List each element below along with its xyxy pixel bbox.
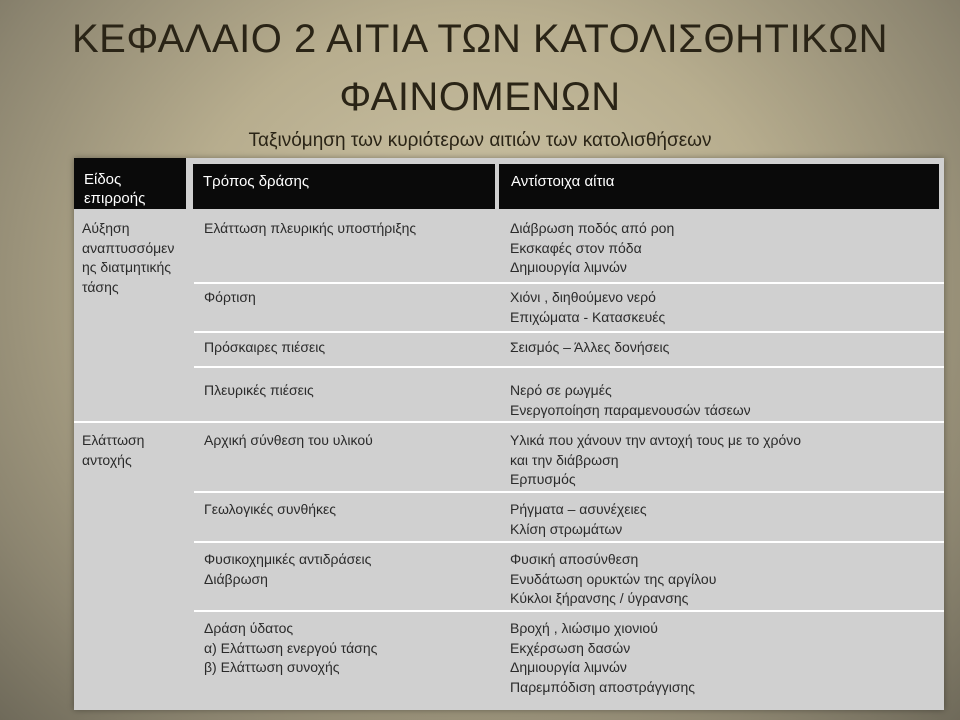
cause-line: Ρήγματα – ασυνέχειες — [510, 501, 647, 517]
cause-line: Νερό σε ρωγμές — [510, 382, 612, 398]
action-mode-line: Πρόσκαιρες πιέσεις — [204, 339, 326, 355]
page-subtitle: Ταξινόμηση των κυριότερων αιτιών των κατολισθήσεων — [248, 130, 712, 151]
influence-type-line: Ελάττωση — [82, 432, 145, 448]
action-mode-line: Φυσικοχημικές αντιδράσεις — [204, 551, 372, 567]
causes-cell — [510, 381, 940, 420]
header-causes-cell — [499, 164, 939, 209]
action-mode-cell — [204, 550, 494, 589]
row-divider — [194, 282, 944, 284]
influence-type-cell — [82, 431, 190, 470]
action-mode-line: Διάβρωση — [204, 570, 268, 587]
action-mode-cell — [204, 219, 494, 239]
action-mode-line: α) Ελάττωση ενεργού τάσης — [204, 639, 378, 656]
action-mode-cell — [204, 288, 494, 308]
action-mode-line: Πλευρικές πιέσεις — [204, 382, 314, 398]
action-mode-cell — [204, 619, 494, 678]
causes-cell — [510, 500, 940, 539]
causes-cell — [510, 550, 940, 609]
cause-line: Κύκλοι ξήρανσης / ύγρανσης — [510, 590, 689, 606]
row-divider — [194, 331, 944, 333]
action-mode-line: Φόρτιση — [204, 289, 256, 305]
cause-line: Παρεμπόδιση αποστράγγισης — [510, 678, 695, 695]
cause-line: Χιόνι , διηθούμενο νερό — [510, 289, 656, 305]
cause-line: Υλικά που χάνουν την αντοχή τους με το χρόνο — [510, 432, 802, 448]
header-type-line: Είδος — [84, 171, 122, 188]
action-mode-cell — [204, 500, 494, 520]
causes-table — [74, 158, 944, 710]
cause-line: Ενυδάτωση ορυκτών της αργίλου — [510, 570, 717, 587]
header-causes-label: Αντίστοιχα αίτια — [511, 173, 615, 190]
influence-type-line: Αύξηση — [82, 220, 130, 236]
header-type-cell — [74, 158, 186, 209]
header-mode-cell — [193, 164, 495, 209]
causes-cell — [510, 288, 940, 327]
cause-line: Δημιουργία λιμνών — [510, 659, 627, 675]
cause-line: Ενεργοποίηση παραμενουσών τάσεων — [510, 401, 751, 418]
cause-line: Σεισμός – Άλλες δονήσεις — [510, 339, 670, 355]
cause-line: Φυσική αποσύνθεση — [510, 551, 639, 567]
cause-line: Εκσκαφές στον πόδα — [510, 239, 642, 256]
group-divider — [74, 421, 944, 423]
causes-cell — [510, 619, 940, 697]
row-divider — [194, 491, 944, 493]
influence-type-line: τάσης — [82, 278, 119, 295]
page-title — [0, 10, 960, 126]
action-mode-line: Αρχική σύνθεση του υλικού — [204, 432, 373, 448]
action-mode-cell — [204, 381, 494, 401]
page-title-line-1: ΚΕΦΑΛΑΙΟ 2 ΑΙΤΙΑ ΤΩΝ ΚΑΤΟΛΙΣΘΗΤΙΚΩΝ — [71, 17, 889, 61]
row-divider — [194, 610, 944, 612]
cause-line: Επιχώματα - Κατασκευές — [510, 308, 666, 325]
causes-cell — [510, 431, 940, 490]
cause-line: Βροχή , λιώσιμο χιονιού — [510, 620, 658, 636]
action-mode-line: β) Ελάττωση συνοχής — [204, 659, 340, 675]
header-mode-label: Τρόπος δράσης — [203, 173, 310, 190]
influence-type-line: αντοχής — [82, 451, 132, 468]
header-type-line: επιρροής — [84, 190, 146, 207]
action-mode-cell — [204, 431, 494, 451]
row-divider — [194, 366, 944, 368]
influence-type-line: ης διατμητικής — [82, 259, 171, 275]
influence-type-cell — [82, 219, 190, 297]
action-mode-cell — [204, 338, 494, 358]
cause-line: και την διάβρωση — [510, 451, 619, 468]
cause-line: Ερπυσμός — [510, 471, 576, 487]
page-title-line-2: ΦΑΙΝΟΜΕΝΩΝ — [339, 75, 621, 119]
action-mode-line: Ελάττωση πλευρικής υποστήριξης — [204, 220, 417, 236]
influence-type-line: αναπτυσσόμεν — [82, 239, 175, 256]
cause-line: Κλίση στρωμάτων — [510, 520, 623, 537]
causes-cell — [510, 219, 940, 278]
action-mode-line: Γεωλογικές συνθήκες — [204, 501, 337, 517]
action-mode-line: Δράση ύδατος — [204, 620, 294, 636]
cause-line: Διάβρωση ποδός από ροη — [510, 220, 675, 236]
cause-line: Εκχέρσωση δασών — [510, 639, 631, 656]
row-divider — [194, 541, 944, 543]
causes-cell — [510, 338, 940, 358]
cause-line: Δημιουργία λιμνών — [510, 259, 627, 275]
